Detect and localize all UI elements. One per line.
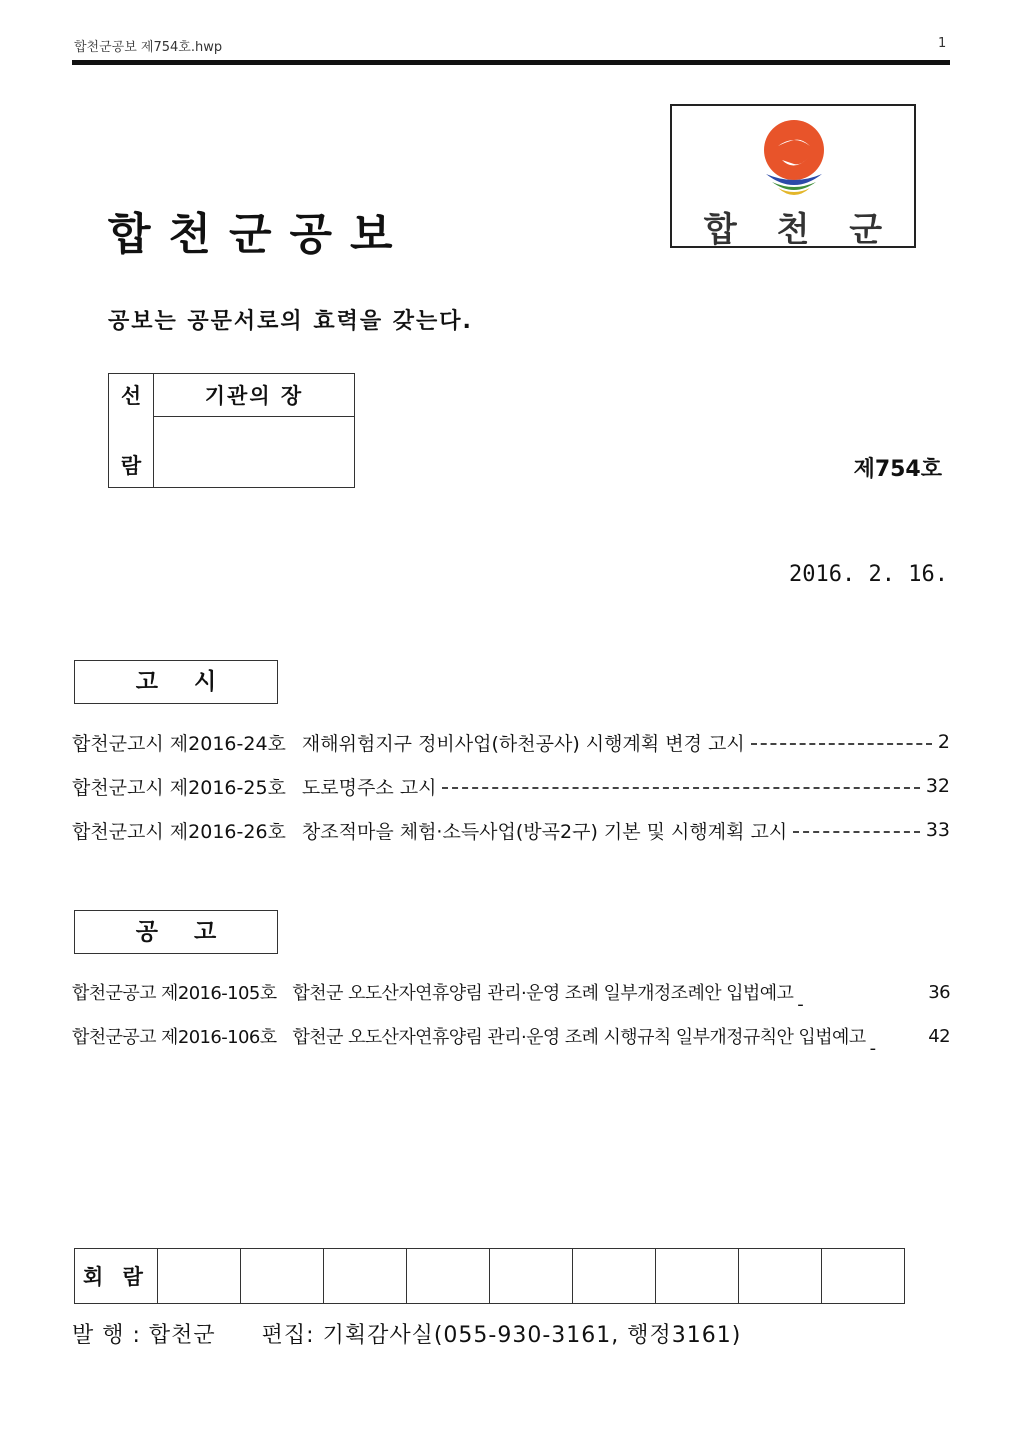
entry-page: 33 bbox=[925, 819, 950, 841]
circulation-cell bbox=[241, 1249, 324, 1304]
circulation-cell bbox=[739, 1249, 822, 1304]
circulation-cell bbox=[573, 1249, 656, 1304]
entry-title: 창조적마을 체험·소득사업(방곡2구) 기본 및 시행계획 고시 bbox=[301, 820, 788, 843]
editor-contact: 편집: 기획감사실(055-930-3161, 행정3161) bbox=[261, 1323, 742, 1348]
header-rule bbox=[72, 60, 950, 65]
logo-county-name: 합 천 군 bbox=[703, 210, 897, 250]
entry-leader bbox=[793, 831, 920, 833]
entry-code: 합천군공고 제2016-105호 bbox=[72, 983, 277, 1004]
bulletin-title: 합천군공보 bbox=[108, 209, 411, 260]
county-logo-box bbox=[670, 104, 916, 248]
entry-code: 합천군고시 제2016-25호 bbox=[72, 776, 286, 799]
entry-title: 합천군 오도산자연휴양림 관리·운영 조례 시행규칙 일부개정규칙안 입법예고 bbox=[292, 1027, 866, 1048]
publication-date: 2016. 2. 16. bbox=[789, 562, 948, 587]
header-page-number: 1 bbox=[938, 36, 947, 51]
entry-code: 합천군고시 제2016-26호 bbox=[72, 820, 286, 843]
circulation-cell bbox=[656, 1249, 739, 1304]
circulation-cell bbox=[158, 1249, 241, 1304]
entry-page: 36 bbox=[928, 981, 950, 1003]
toc-entry[interactable] bbox=[72, 815, 950, 845]
toc-entry[interactable]: 합천군공고 제2016-106호 합천군 오도산자연휴양림 관리·운영 조례 시행규칙 일부개정규칙안 입법예고 - 42 bbox=[72, 1021, 950, 1051]
review-label-bottom: 람 bbox=[120, 453, 142, 478]
entry-page: 32 bbox=[925, 775, 950, 797]
review-label bbox=[109, 374, 154, 488]
review-label-top: 선 bbox=[120, 383, 142, 408]
circulation-cell bbox=[407, 1249, 490, 1304]
review-sign-cell bbox=[154, 417, 355, 488]
entry-code: 합천군공고 제2016-106호 bbox=[72, 1027, 277, 1048]
circulation-label: 회 람 bbox=[75, 1249, 158, 1304]
entry-leader bbox=[751, 743, 932, 745]
entry-page: 42 bbox=[928, 1025, 950, 1047]
publisher-line bbox=[72, 1318, 741, 1349]
header-filename: 합천군공보 제754호.hwp bbox=[74, 40, 223, 55]
issue-number: 제754호 bbox=[853, 457, 942, 482]
entry-title: 도로명주소 고시 bbox=[301, 776, 437, 799]
review-head-cell: 기관의 장 bbox=[154, 374, 355, 417]
circulation-table bbox=[74, 1248, 905, 1304]
circulation-cell bbox=[324, 1249, 407, 1304]
toc-entry[interactable] bbox=[72, 771, 950, 801]
circulation-cell bbox=[490, 1249, 573, 1304]
toc-entry[interactable] bbox=[72, 727, 950, 757]
toc-entry[interactable]: 합천군공고 제2016-105호 합천군 오도산자연휴양림 관리·운영 조례 일부개정조례안 입법예고 - 36 bbox=[72, 977, 950, 1007]
county-emblem-icon bbox=[756, 116, 832, 204]
legal-notice: 공보는 공문서로의 효력을 갖는다. bbox=[108, 309, 473, 334]
circulation-cell bbox=[822, 1249, 905, 1304]
section-heading-notice: 고시 bbox=[74, 660, 278, 704]
section-heading-announcement: 공고 bbox=[74, 910, 278, 954]
entry-leader bbox=[442, 787, 919, 789]
entry-page: 2 bbox=[937, 731, 950, 753]
review-table bbox=[108, 373, 355, 488]
publisher: 발 행 : 합천군 bbox=[72, 1323, 216, 1348]
entry-title: 재해위험지구 정비사업(하천공사) 시행계획 변경 고시 bbox=[301, 732, 745, 755]
entry-title: 합천군 오도산자연휴양림 관리·운영 조례 일부개정조례안 입법예고 bbox=[292, 983, 794, 1004]
entry-code: 합천군고시 제2016-24호 bbox=[72, 732, 286, 755]
